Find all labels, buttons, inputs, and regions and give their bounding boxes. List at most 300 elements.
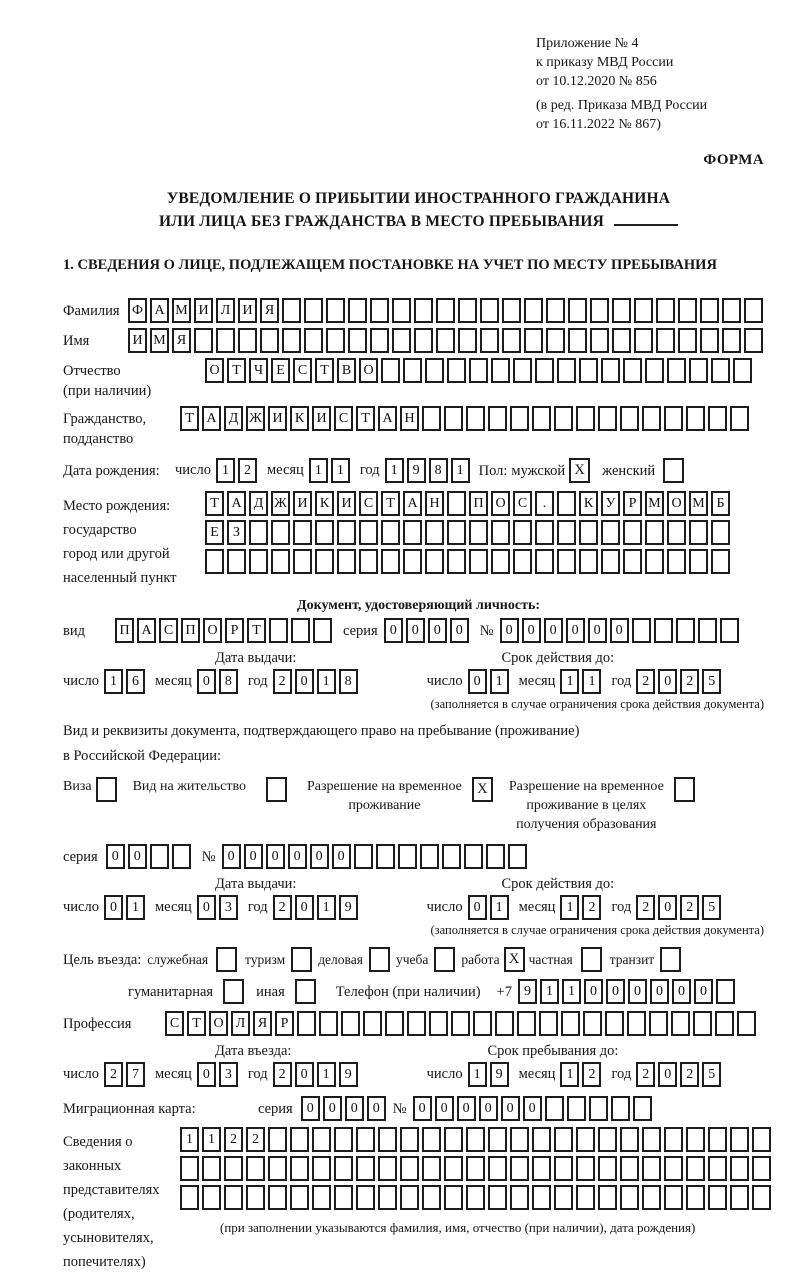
char-cell[interactable] [715, 1011, 734, 1036]
char-cell[interactable] [403, 549, 422, 574]
stay-until-day-cells[interactable] [468, 1062, 512, 1087]
char-cell[interactable] [436, 298, 455, 323]
char-cell[interactable] [711, 358, 730, 383]
char-cell[interactable]: О [209, 1011, 228, 1036]
char-cell[interactable]: О [359, 358, 378, 383]
char-cell[interactable] [304, 328, 323, 353]
char-cell[interactable]: И [238, 298, 257, 323]
char-cell[interactable] [579, 549, 598, 574]
char-cell[interactable]: Т [247, 618, 266, 643]
char-cell[interactable] [378, 1127, 397, 1152]
char-cell[interactable]: А [150, 298, 169, 323]
char-cell[interactable] [326, 298, 345, 323]
char-cell[interactable] [649, 1011, 668, 1036]
char-cell[interactable] [510, 1156, 529, 1181]
char-cell[interactable]: 0 [301, 1096, 320, 1121]
representatives-cells-row1[interactable] [180, 1127, 774, 1152]
char-cell[interactable] [466, 1156, 485, 1181]
char-cell[interactable] [194, 328, 213, 353]
purpose-study-checkbox[interactable] [434, 947, 455, 972]
doc-type-cells[interactable] [115, 618, 335, 643]
char-cell[interactable]: О [667, 491, 686, 516]
char-cell[interactable] [676, 618, 695, 643]
char-cell[interactable]: 1 [490, 895, 509, 920]
char-cell[interactable] [664, 1127, 683, 1152]
permit-valid-month-cells[interactable] [560, 895, 604, 920]
char-cell[interactable] [297, 1011, 316, 1036]
char-cell[interactable] [363, 1011, 382, 1036]
char-cell[interactable]: 0 [106, 844, 125, 869]
char-cell[interactable]: А [137, 618, 156, 643]
char-cell[interactable]: 0 [450, 618, 469, 643]
char-cell[interactable]: 1 [490, 669, 509, 694]
char-cell[interactable] [447, 549, 466, 574]
char-cell[interactable] [370, 328, 389, 353]
char-cell[interactable]: Л [216, 298, 235, 323]
char-cell[interactable] [422, 406, 441, 431]
char-cell[interactable] [180, 1156, 199, 1181]
char-cell[interactable] [510, 1185, 529, 1210]
char-cell[interactable] [495, 1011, 514, 1036]
char-cell[interactable] [202, 1156, 221, 1181]
char-cell[interactable]: 0 [310, 844, 329, 869]
char-cell[interactable]: 1 [385, 458, 404, 483]
permit-number-cells[interactable] [222, 844, 530, 869]
char-cell[interactable]: 0 [606, 979, 625, 1004]
char-cell[interactable]: К [579, 491, 598, 516]
char-cell[interactable] [664, 1185, 683, 1210]
char-cell[interactable]: 0 [457, 1096, 476, 1121]
char-cell[interactable] [444, 1185, 463, 1210]
purpose-other-checkbox[interactable] [295, 979, 316, 1004]
temp-residence-edu-checkbox[interactable] [674, 777, 695, 802]
char-cell[interactable] [400, 1127, 419, 1152]
char-cell[interactable]: И [268, 406, 287, 431]
char-cell[interactable] [268, 1127, 287, 1152]
char-cell[interactable]: Т [356, 406, 375, 431]
char-cell[interactable]: М [172, 298, 191, 323]
char-cell[interactable] [290, 1127, 309, 1152]
char-cell[interactable]: 2 [104, 1062, 123, 1087]
char-cell[interactable] [348, 298, 367, 323]
birth-month-cells[interactable] [309, 458, 353, 483]
char-cell[interactable] [689, 358, 708, 383]
char-cell[interactable]: 0 [588, 618, 607, 643]
char-cell[interactable]: 5 [702, 1062, 721, 1087]
char-cell[interactable] [716, 979, 735, 1004]
char-cell[interactable]: 0 [628, 979, 647, 1004]
char-cell[interactable] [312, 1127, 331, 1152]
char-cell[interactable] [686, 1185, 705, 1210]
char-cell[interactable]: П [115, 618, 134, 643]
char-cell[interactable]: 9 [490, 1062, 509, 1087]
char-cell[interactable] [376, 844, 395, 869]
purpose-private-checkbox[interactable] [581, 947, 602, 972]
char-cell[interactable] [546, 298, 565, 323]
char-cell[interactable] [392, 328, 411, 353]
birth-place-cells-row2[interactable] [205, 520, 733, 545]
char-cell[interactable] [524, 298, 543, 323]
char-cell[interactable]: 0 [413, 1096, 432, 1121]
char-cell[interactable]: 1 [540, 979, 559, 1004]
char-cell[interactable]: К [290, 406, 309, 431]
entry-month-cells[interactable] [197, 1062, 241, 1087]
entry-year-cells[interactable] [273, 1062, 361, 1087]
char-cell[interactable]: О [203, 618, 222, 643]
char-cell[interactable]: 2 [273, 895, 292, 920]
char-cell[interactable]: П [181, 618, 200, 643]
char-cell[interactable] [334, 1185, 353, 1210]
char-cell[interactable] [730, 406, 749, 431]
char-cell[interactable]: О [205, 358, 224, 383]
char-cell[interactable]: М [689, 491, 708, 516]
char-cell[interactable] [590, 328, 609, 353]
char-cell[interactable] [513, 358, 532, 383]
char-cell[interactable]: И [337, 491, 356, 516]
char-cell[interactable]: 1 [216, 458, 235, 483]
char-cell[interactable]: 5 [702, 669, 721, 694]
char-cell[interactable]: Т [227, 358, 246, 383]
char-cell[interactable] [686, 1156, 705, 1181]
permit-valid-day-cells[interactable] [468, 895, 512, 920]
char-cell[interactable] [414, 328, 433, 353]
purpose-business-checkbox[interactable] [369, 947, 390, 972]
char-cell[interactable] [403, 358, 422, 383]
char-cell[interactable] [429, 1011, 448, 1036]
char-cell[interactable]: 0 [197, 1062, 216, 1087]
doc-series-cells[interactable] [384, 618, 472, 643]
char-cell[interactable] [315, 549, 334, 574]
phone-cells[interactable] [518, 979, 738, 1004]
char-cell[interactable]: 0 [435, 1096, 454, 1121]
char-cell[interactable] [598, 406, 617, 431]
char-cell[interactable]: Т [315, 358, 334, 383]
char-cell[interactable] [693, 1011, 712, 1036]
char-cell[interactable] [337, 520, 356, 545]
char-cell[interactable]: 0 [197, 895, 216, 920]
char-cell[interactable] [510, 406, 529, 431]
char-cell[interactable] [466, 1185, 485, 1210]
surname-cells[interactable] [128, 298, 766, 323]
stay-until-year-cells[interactable] [636, 1062, 724, 1087]
char-cell[interactable] [623, 520, 642, 545]
char-cell[interactable] [337, 549, 356, 574]
char-cell[interactable] [535, 549, 554, 574]
char-cell[interactable] [722, 298, 741, 323]
stay-until-month-cells[interactable] [560, 1062, 604, 1087]
doc-number-cells[interactable] [500, 618, 742, 643]
char-cell[interactable] [513, 520, 532, 545]
char-cell[interactable] [620, 1127, 639, 1152]
char-cell[interactable]: Д [249, 491, 268, 516]
char-cell[interactable] [708, 1185, 727, 1210]
char-cell[interactable]: Ф [128, 298, 147, 323]
char-cell[interactable] [671, 1011, 690, 1036]
char-cell[interactable] [508, 844, 527, 869]
char-cell[interactable]: 2 [680, 1062, 699, 1087]
char-cell[interactable] [268, 1156, 287, 1181]
permit-series-cells[interactable] [106, 844, 194, 869]
char-cell[interactable] [304, 298, 323, 323]
char-cell[interactable] [656, 298, 675, 323]
char-cell[interactable] [334, 1127, 353, 1152]
char-cell[interactable] [469, 358, 488, 383]
char-cell[interactable] [224, 1185, 243, 1210]
char-cell[interactable] [656, 328, 675, 353]
char-cell[interactable] [341, 1011, 360, 1036]
birth-place-cells-row1[interactable] [205, 491, 733, 516]
doc-issue-year-cells[interactable] [273, 669, 361, 694]
char-cell[interactable] [224, 1156, 243, 1181]
char-cell[interactable] [733, 358, 752, 383]
birth-place-cells-row3[interactable] [205, 549, 733, 574]
char-cell[interactable]: 2 [582, 1062, 601, 1087]
char-cell[interactable] [238, 328, 257, 353]
char-cell[interactable] [567, 1096, 586, 1121]
char-cell[interactable]: 1 [560, 895, 579, 920]
char-cell[interactable] [425, 358, 444, 383]
char-cell[interactable] [557, 520, 576, 545]
permit-valid-year-cells[interactable] [636, 895, 724, 920]
char-cell[interactable]: Т [187, 1011, 206, 1036]
char-cell[interactable] [488, 1156, 507, 1181]
char-cell[interactable] [246, 1185, 265, 1210]
char-cell[interactable] [385, 1011, 404, 1036]
profession-cells[interactable] [165, 1011, 759, 1036]
char-cell[interactable] [752, 1185, 771, 1210]
char-cell[interactable] [488, 406, 507, 431]
char-cell[interactable] [645, 520, 664, 545]
char-cell[interactable] [737, 1011, 756, 1036]
male-checkbox[interactable]: X [569, 458, 590, 483]
char-cell[interactable]: 1 [331, 458, 350, 483]
char-cell[interactable] [293, 549, 312, 574]
char-cell[interactable] [620, 1185, 639, 1210]
char-cell[interactable] [667, 520, 686, 545]
char-cell[interactable] [579, 358, 598, 383]
char-cell[interactable] [620, 406, 639, 431]
char-cell[interactable]: С [359, 491, 378, 516]
char-cell[interactable] [370, 298, 389, 323]
char-cell[interactable]: 0 [658, 1062, 677, 1087]
char-cell[interactable] [627, 1011, 646, 1036]
char-cell[interactable] [711, 549, 730, 574]
char-cell[interactable] [686, 1127, 705, 1152]
char-cell[interactable]: 0 [672, 979, 691, 1004]
char-cell[interactable] [730, 1185, 749, 1210]
char-cell[interactable]: З [227, 520, 246, 545]
char-cell[interactable] [249, 520, 268, 545]
char-cell[interactable]: 2 [224, 1127, 243, 1152]
char-cell[interactable] [458, 328, 477, 353]
char-cell[interactable] [491, 358, 510, 383]
purpose-humanitarian-checkbox[interactable] [223, 979, 244, 1004]
char-cell[interactable] [290, 1185, 309, 1210]
char-cell[interactable] [480, 328, 499, 353]
char-cell[interactable]: 0 [384, 618, 403, 643]
char-cell[interactable]: А [227, 491, 246, 516]
char-cell[interactable] [700, 298, 719, 323]
char-cell[interactable]: С [334, 406, 353, 431]
char-cell[interactable] [545, 1096, 564, 1121]
char-cell[interactable] [532, 1127, 551, 1152]
char-cell[interactable] [436, 328, 455, 353]
char-cell[interactable]: О [491, 491, 510, 516]
visa-checkbox[interactable] [96, 777, 117, 802]
char-cell[interactable]: 0 [295, 669, 314, 694]
char-cell[interactable] [589, 1096, 608, 1121]
char-cell[interactable]: Р [623, 491, 642, 516]
char-cell[interactable]: 0 [345, 1096, 364, 1121]
permit-issue-month-cells[interactable] [197, 895, 241, 920]
doc-valid-month-cells[interactable] [560, 669, 604, 694]
char-cell[interactable] [488, 1127, 507, 1152]
char-cell[interactable] [260, 328, 279, 353]
char-cell[interactable]: 0 [468, 669, 487, 694]
char-cell[interactable] [398, 844, 417, 869]
char-cell[interactable] [348, 328, 367, 353]
char-cell[interactable] [202, 1185, 221, 1210]
char-cell[interactable]: 9 [407, 458, 426, 483]
char-cell[interactable] [711, 520, 730, 545]
char-cell[interactable]: 1 [560, 1062, 579, 1087]
char-cell[interactable] [486, 844, 505, 869]
char-cell[interactable] [579, 520, 598, 545]
char-cell[interactable] [291, 618, 310, 643]
char-cell[interactable] [447, 358, 466, 383]
char-cell[interactable]: 0 [500, 618, 519, 643]
char-cell[interactable]: 1 [317, 895, 336, 920]
char-cell[interactable]: 0 [479, 1096, 498, 1121]
char-cell[interactable] [488, 1185, 507, 1210]
char-cell[interactable]: 0 [266, 844, 285, 869]
char-cell[interactable]: А [202, 406, 221, 431]
char-cell[interactable] [539, 1011, 558, 1036]
permit-issue-year-cells[interactable] [273, 895, 361, 920]
char-cell[interactable]: Я [172, 328, 191, 353]
char-cell[interactable]: 9 [339, 895, 358, 920]
char-cell[interactable] [469, 549, 488, 574]
char-cell[interactable]: 5 [702, 895, 721, 920]
char-cell[interactable]: С [159, 618, 178, 643]
char-cell[interactable]: 1 [582, 669, 601, 694]
char-cell[interactable]: 0 [295, 1062, 314, 1087]
char-cell[interactable]: 8 [219, 669, 238, 694]
char-cell[interactable] [642, 1156, 661, 1181]
char-cell[interactable] [447, 520, 466, 545]
char-cell[interactable] [601, 358, 620, 383]
char-cell[interactable]: Л [231, 1011, 250, 1036]
char-cell[interactable] [517, 1011, 536, 1036]
char-cell[interactable] [290, 1156, 309, 1181]
char-cell[interactable]: И [293, 491, 312, 516]
char-cell[interactable] [645, 549, 664, 574]
char-cell[interactable] [623, 549, 642, 574]
doc-valid-day-cells[interactable] [468, 669, 512, 694]
char-cell[interactable] [623, 358, 642, 383]
char-cell[interactable]: Я [260, 298, 279, 323]
char-cell[interactable] [601, 520, 620, 545]
char-cell[interactable] [554, 1127, 573, 1152]
char-cell[interactable] [356, 1156, 375, 1181]
char-cell[interactable] [678, 328, 697, 353]
char-cell[interactable]: 0 [104, 895, 123, 920]
char-cell[interactable] [227, 549, 246, 574]
char-cell[interactable] [583, 1011, 602, 1036]
char-cell[interactable] [752, 1156, 771, 1181]
char-cell[interactable] [576, 406, 595, 431]
char-cell[interactable] [744, 298, 763, 323]
char-cell[interactable]: 2 [680, 895, 699, 920]
char-cell[interactable]: 0 [501, 1096, 520, 1121]
char-cell[interactable] [568, 298, 587, 323]
char-cell[interactable] [246, 1156, 265, 1181]
char-cell[interactable] [422, 1127, 441, 1152]
permit-issue-day-cells[interactable] [104, 895, 148, 920]
char-cell[interactable]: 1 [317, 1062, 336, 1087]
char-cell[interactable]: Ж [246, 406, 265, 431]
char-cell[interactable]: 0 [650, 979, 669, 1004]
char-cell[interactable] [420, 844, 439, 869]
char-cell[interactable] [752, 1127, 771, 1152]
char-cell[interactable] [422, 1185, 441, 1210]
char-cell[interactable]: М [150, 328, 169, 353]
char-cell[interactable]: 1 [562, 979, 581, 1004]
char-cell[interactable]: К [315, 491, 334, 516]
char-cell[interactable] [293, 520, 312, 545]
char-cell[interactable] [464, 844, 483, 869]
char-cell[interactable] [730, 1127, 749, 1152]
char-cell[interactable] [708, 406, 727, 431]
char-cell[interactable]: 9 [518, 979, 537, 1004]
char-cell[interactable]: 2 [636, 1062, 655, 1087]
birth-day-cells[interactable] [216, 458, 260, 483]
char-cell[interactable] [334, 1156, 353, 1181]
char-cell[interactable] [271, 520, 290, 545]
char-cell[interactable] [502, 298, 521, 323]
char-cell[interactable] [359, 520, 378, 545]
char-cell[interactable]: 1 [317, 669, 336, 694]
char-cell[interactable] [634, 328, 653, 353]
char-cell[interactable]: . [535, 491, 554, 516]
char-cell[interactable]: 0 [128, 844, 147, 869]
char-cell[interactable] [491, 549, 510, 574]
char-cell[interactable]: И [194, 298, 213, 323]
char-cell[interactable] [172, 844, 191, 869]
birth-year-cells[interactable] [385, 458, 473, 483]
char-cell[interactable] [557, 491, 576, 516]
char-cell[interactable]: 0 [544, 618, 563, 643]
char-cell[interactable] [180, 1185, 199, 1210]
char-cell[interactable]: 2 [680, 669, 699, 694]
char-cell[interactable] [473, 1011, 492, 1036]
citizenship-cells[interactable] [180, 406, 752, 431]
char-cell[interactable] [664, 406, 683, 431]
char-cell[interactable]: Я [253, 1011, 272, 1036]
purpose-tourism-checkbox[interactable] [291, 947, 312, 972]
char-cell[interactable]: 0 [610, 618, 629, 643]
char-cell[interactable] [315, 520, 334, 545]
char-cell[interactable] [535, 358, 554, 383]
char-cell[interactable] [319, 1011, 338, 1036]
char-cell[interactable] [568, 328, 587, 353]
char-cell[interactable]: 1 [451, 458, 470, 483]
char-cell[interactable]: Е [271, 358, 290, 383]
char-cell[interactable] [557, 549, 576, 574]
char-cell[interactable] [469, 520, 488, 545]
char-cell[interactable]: Д [224, 406, 243, 431]
char-cell[interactable] [491, 520, 510, 545]
